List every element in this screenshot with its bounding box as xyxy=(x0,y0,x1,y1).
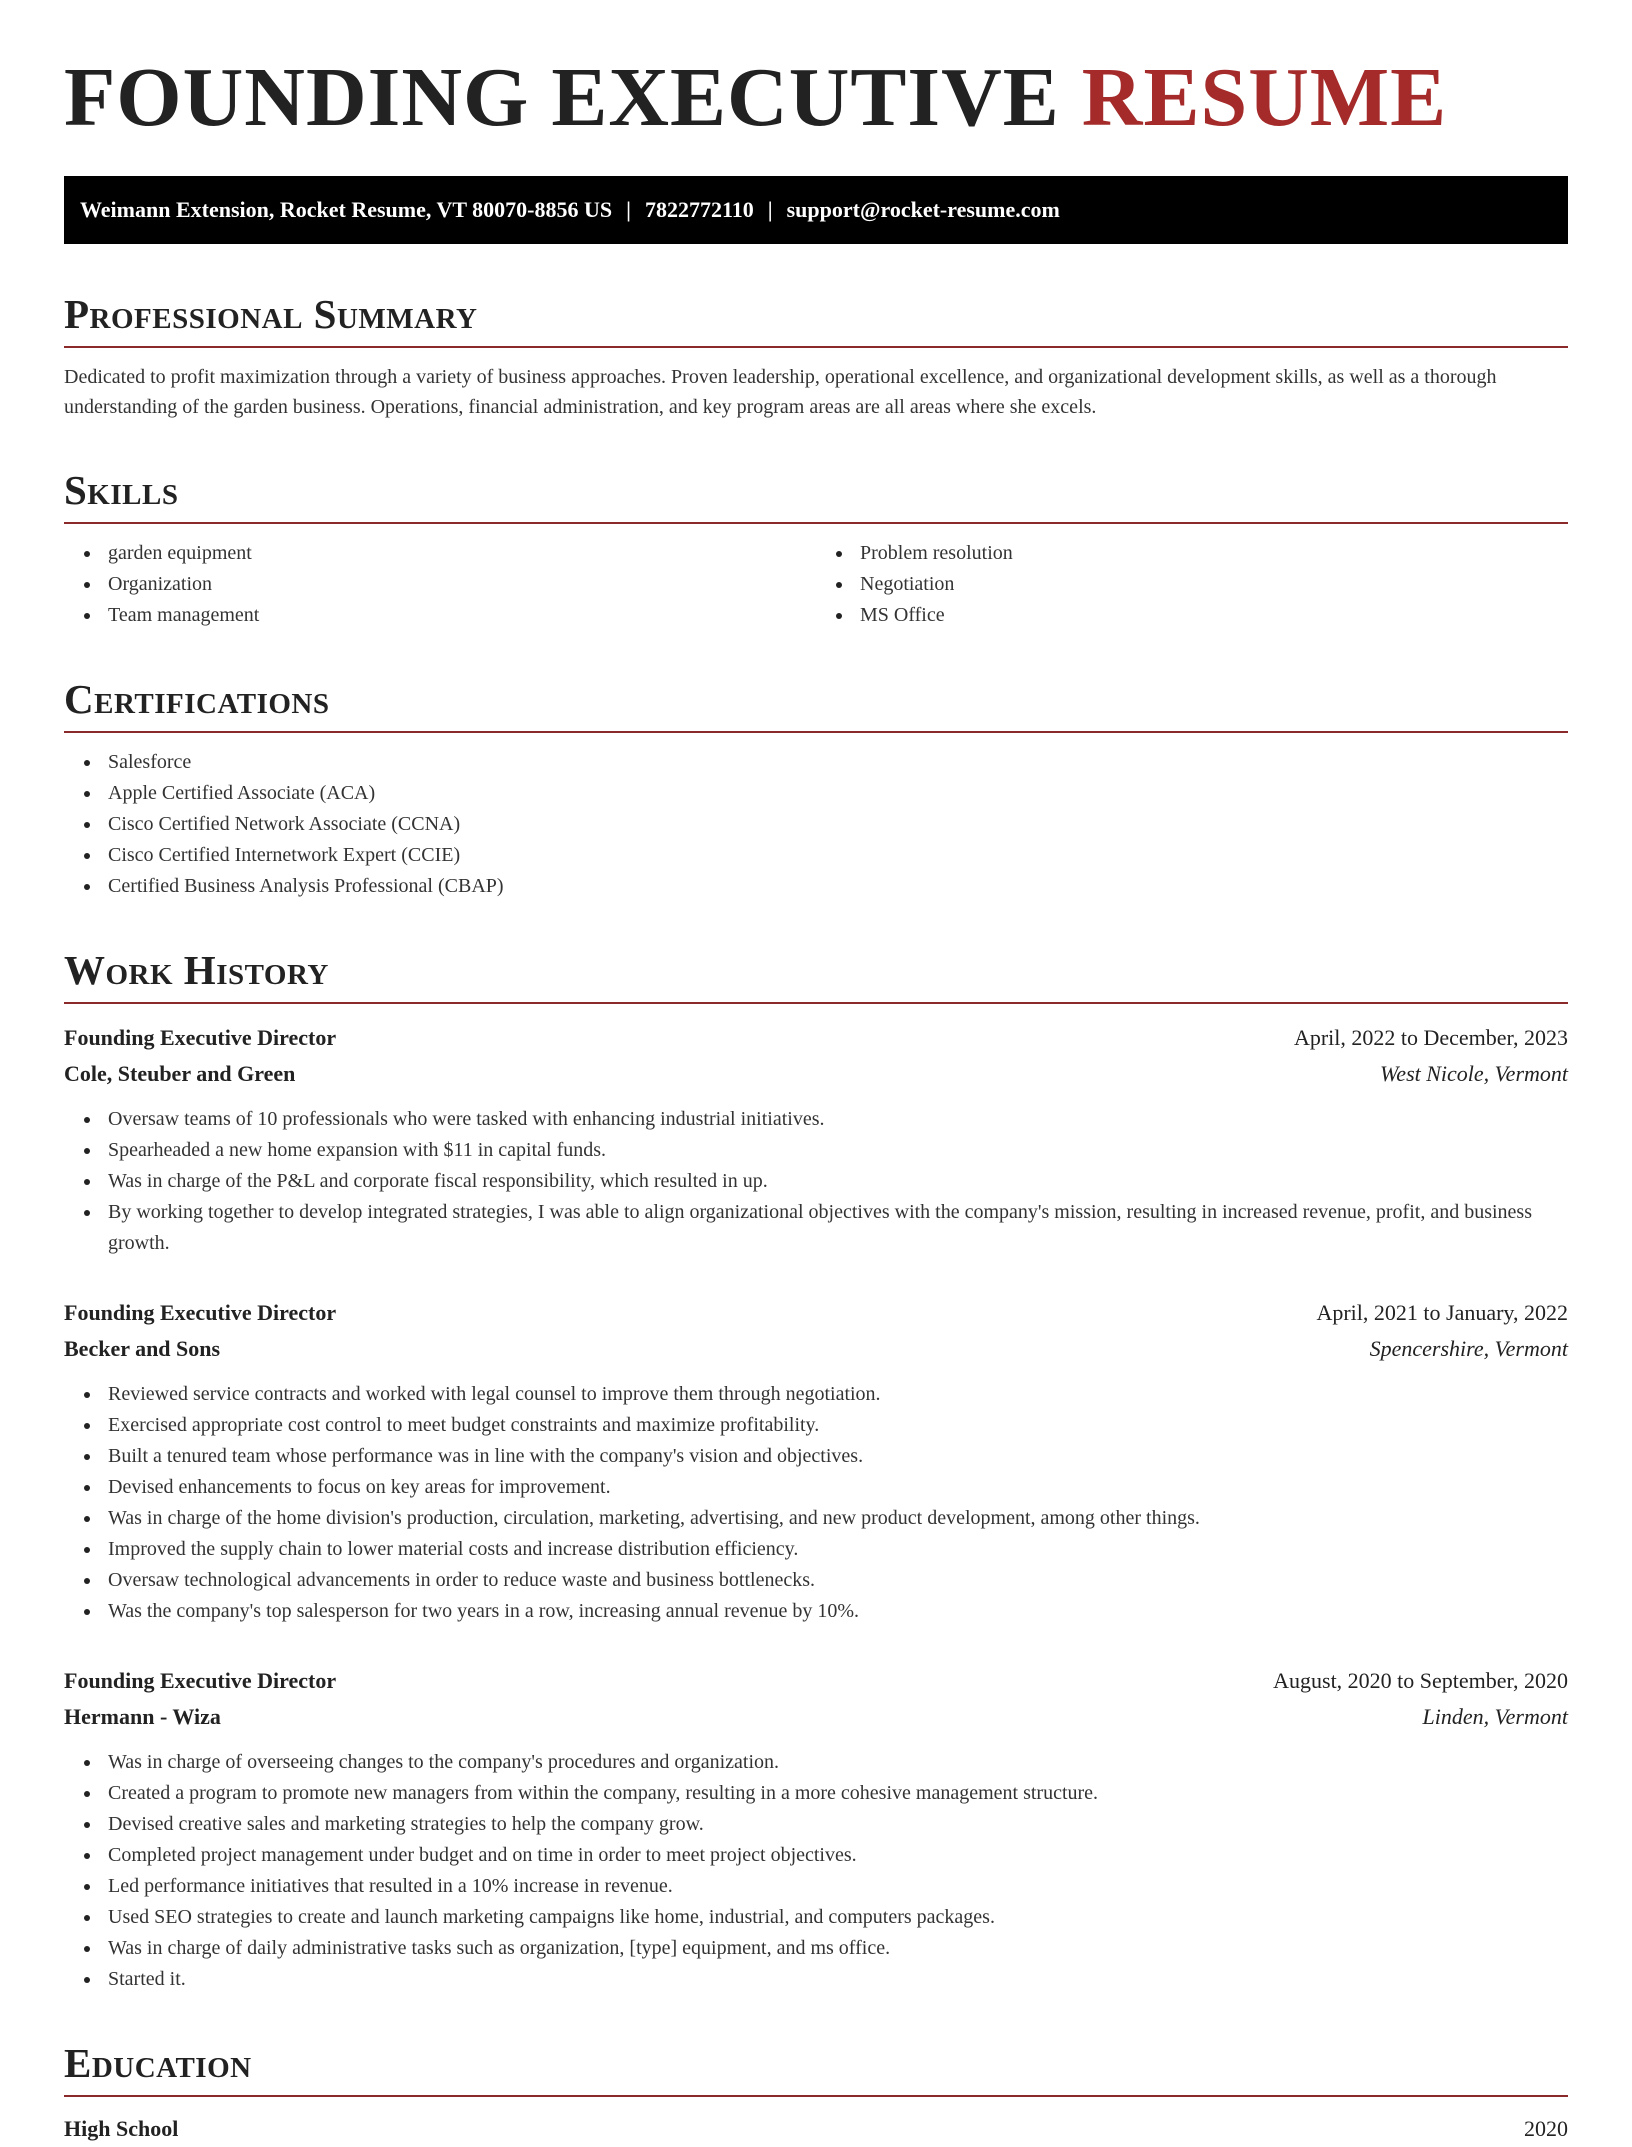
job-title: Founding Executive Director xyxy=(64,1025,337,1050)
job-header-row xyxy=(64,1663,1568,1699)
certification-item: Cisco Certified Internetwork Expert (CCIE) xyxy=(108,840,1568,871)
work-history-section xyxy=(64,942,1568,1995)
job-bullet: Led performance initiatives that resulted in a 10% increase in revenue. xyxy=(108,1871,1568,1902)
job-bullet: Started it. xyxy=(108,1964,1568,1995)
job-title: Founding Executive Director xyxy=(64,1668,337,1693)
skill-item: Problem resolution xyxy=(860,538,1568,569)
education-entry xyxy=(64,2111,1568,2147)
job-bullets xyxy=(64,1379,1568,1627)
skills-section xyxy=(64,462,1568,631)
contact-separator: | xyxy=(626,197,631,222)
contact-bar xyxy=(64,176,1568,244)
job-bullet: Built a tenured team whose performance was in line with the company's vision and objectives. xyxy=(108,1441,1568,1472)
job-location: West Nicole, Vermont xyxy=(1380,1061,1568,1086)
job-bullet: Was in charge of daily administrative tasks such as organization, [type] equipment, and ms office. xyxy=(108,1933,1568,1964)
skill-item: garden equipment xyxy=(108,538,816,569)
job-bullet: Completed project management under budget and on time in order to meet project objectives. xyxy=(108,1840,1568,1871)
job-bullet: Oversaw teams of 10 professionals who were tasked with enhancing industrial initiatives. xyxy=(108,1104,1568,1135)
contact-phone: 7822772110 xyxy=(644,197,754,222)
skills-list-left xyxy=(64,538,816,631)
job-bullet: Used SEO strategies to create and launch marketing campaigns like home, industrial, and computers packages. xyxy=(108,1902,1568,1933)
skills-grid xyxy=(64,524,1568,631)
job-bullet: By working together to develop integrated strategies, I was able to align organizational objectives with the company's mission, resulting in increased revenue, profit, and business growth. xyxy=(108,1197,1568,1259)
job-location: Spencershire, Vermont xyxy=(1369,1336,1568,1361)
job-company-row xyxy=(64,1331,1568,1367)
contact-address: Weimann Extension, Rocket Resume, VT 80070-8856 US xyxy=(80,197,613,222)
job-bullet: Created a program to promote new managers from within the company, resulting in a more cohesive management structure. xyxy=(108,1778,1568,1809)
job-location: Linden, Vermont xyxy=(1422,1704,1568,1729)
certification-item: Apple Certified Associate (ACA) xyxy=(108,778,1568,809)
job-dates: April, 2022 to December, 2023 xyxy=(1293,1025,1568,1050)
job-dates: April, 2021 to January, 2022 xyxy=(1316,1300,1568,1325)
job-entry xyxy=(64,1020,1568,1259)
education-heading: Education xyxy=(64,2035,1568,2097)
certification-item: Salesforce xyxy=(108,747,1568,778)
skills-heading: Skills xyxy=(64,462,1568,524)
job-company: Cole, Steuber and Green xyxy=(64,1061,296,1086)
job-bullet: Was in charge of the home division's production, circulation, marketing, advertising, and new product development, among other things. xyxy=(108,1503,1568,1534)
skills-list-right xyxy=(816,538,1568,631)
skill-item: MS Office xyxy=(860,600,1568,631)
summary-section xyxy=(64,286,1568,422)
job-entry xyxy=(64,1295,1568,1627)
contact-separator: | xyxy=(767,197,773,222)
education-year: 2020 xyxy=(1524,2116,1568,2141)
job-bullet: Oversaw technological advancements in order to reduce waste and business bottlenecks. xyxy=(108,1565,1568,1596)
resume-title xyxy=(64,0,1568,144)
job-dates: August, 2020 to September, 2020 xyxy=(1273,1668,1568,1693)
job-title: Founding Executive Director xyxy=(64,1300,337,1325)
job-bullet: Reviewed service contracts and worked with legal counsel to improve them through negotiation. xyxy=(108,1379,1568,1410)
job-bullet: Was the company's top salesperson for two years in a row, increasing annual revenue by 10%. xyxy=(108,1596,1568,1627)
certification-item: Certified Business Analysis Professional (CBAP) xyxy=(108,871,1568,902)
certification-item: Cisco Certified Network Associate (CCNA) xyxy=(108,809,1568,840)
certifications-list xyxy=(64,747,1568,902)
skill-item: Negotiation xyxy=(860,569,1568,600)
job-bullet: Improved the supply chain to lower material costs and increase distribution efficiency. xyxy=(108,1534,1568,1565)
job-company-row xyxy=(64,1056,1568,1092)
job-bullet: Devised creative sales and marketing strategies to help the company grow. xyxy=(108,1809,1568,1840)
job-bullet: Exercised appropriate cost control to meet budget constraints and maximize profitability. xyxy=(108,1410,1568,1441)
title-accent: RESUME xyxy=(1081,51,1448,144)
certifications-section xyxy=(64,671,1568,902)
certifications-heading: Certifications xyxy=(64,671,1568,733)
summary-heading: Professional Summary xyxy=(64,286,1568,348)
resume-page xyxy=(64,0,1568,2147)
skill-item: Team management xyxy=(108,600,816,631)
summary-text: Dedicated to profit maximization through a variety of business approaches. Proven leadership, operational excellence, and organizational development skills, as well as a thorough understanding of the garden business. Operations, financial administration, and key program areas are all areas where she excels. xyxy=(64,366,1497,418)
education-section xyxy=(64,2035,1568,2147)
job-bullet: Devised enhancements to focus on key areas for improvement. xyxy=(108,1472,1568,1503)
job-header-row xyxy=(64,1295,1568,1331)
job-entry xyxy=(64,1663,1568,1995)
education-degree: High School xyxy=(64,2116,179,2141)
job-company: Hermann - Wiza xyxy=(64,1704,221,1729)
job-bullet: Spearheaded a new home expansion with $11 in capital funds. xyxy=(108,1135,1568,1166)
job-bullet: Was in charge of overseeing changes to the company's procedures and organization. xyxy=(108,1747,1568,1778)
job-header-row xyxy=(64,1020,1568,1056)
skill-item: Organization xyxy=(108,569,816,600)
job-company: Becker and Sons xyxy=(64,1336,221,1361)
work-history-heading: Work History xyxy=(64,942,1568,1004)
job-bullets xyxy=(64,1747,1568,1995)
job-company-row xyxy=(64,1699,1568,1735)
title-main: FOUNDING EXECUTIVE xyxy=(64,51,1060,144)
contact-email[interactable]: support@rocket-resume.com xyxy=(786,197,1060,222)
job-bullet: Was in charge of the P&L and corporate fiscal responsibility, which resulted in up. xyxy=(108,1166,1568,1197)
job-bullets xyxy=(64,1104,1568,1259)
